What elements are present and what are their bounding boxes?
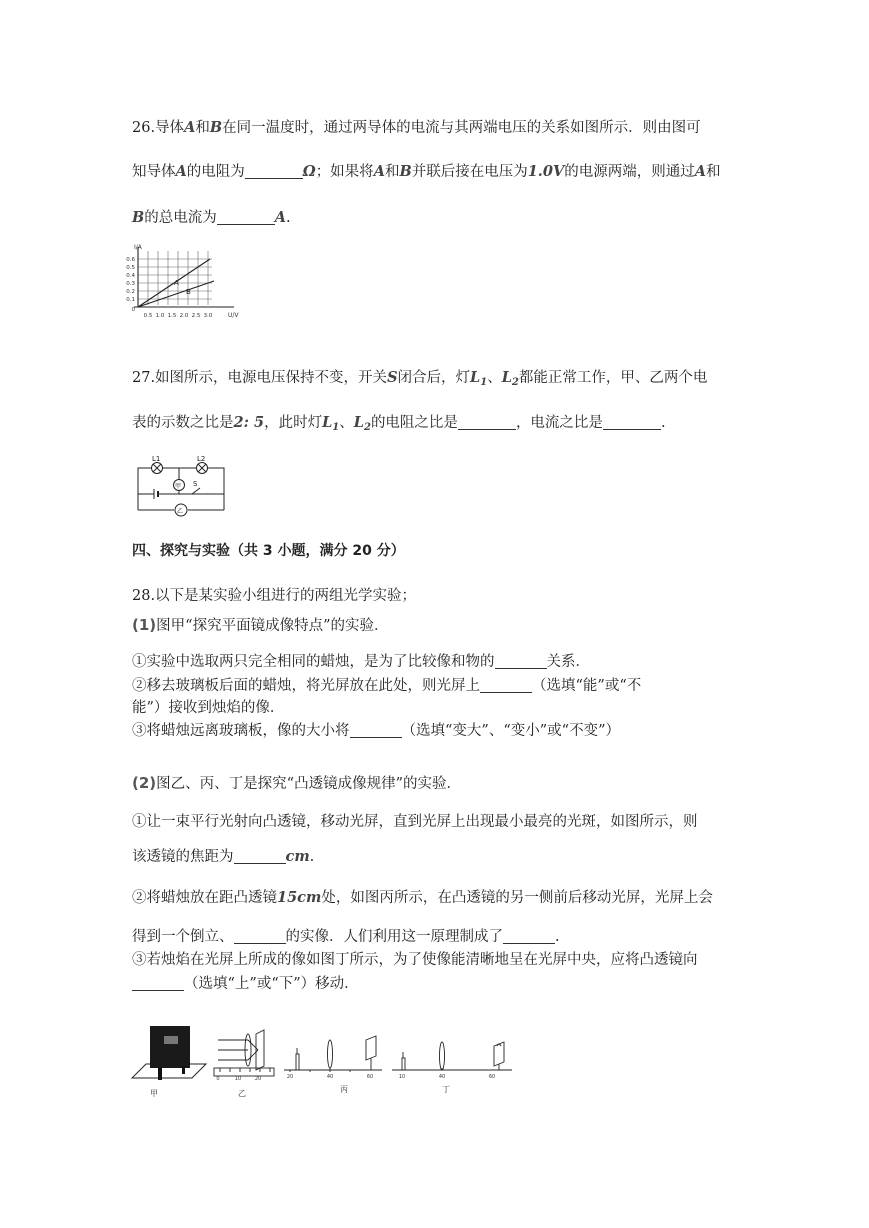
q28-s2: ②移去玻璃板后面的蜡烛，将光屏放在此处，则光屏上 （选填“能”或“不 xyxy=(132,678,642,694)
y-tick: 0.1 xyxy=(126,297,135,303)
ratio-value: 2: 5 xyxy=(233,414,265,431)
x-tick: 2.0 xyxy=(179,313,189,319)
ruler-tick: 0 xyxy=(216,1076,220,1082)
y-tick: 0.3 xyxy=(126,281,135,287)
ruler-tick: 60 xyxy=(488,1074,496,1080)
graph-y-label: I/A xyxy=(134,244,142,251)
symbol-s: S xyxy=(387,369,398,386)
lamp-l2-label: L2 xyxy=(197,455,206,463)
q28-s3: ③将蜡烛远离玻璃板，像的大小将 （选填“变大”、“变小”或“不变”） xyxy=(132,723,620,739)
part-number: (1) xyxy=(132,616,157,634)
y-tick: 0.2 xyxy=(126,289,135,295)
answer-blank xyxy=(350,723,402,739)
answer-blank xyxy=(234,849,286,865)
answer-blank xyxy=(234,929,286,945)
answer-blank xyxy=(245,164,303,180)
x-tick: 2.5 xyxy=(191,313,201,319)
q28-s1: ①实验中选取两只完全相同的蜡烛，是为了比较像和物的 关系． xyxy=(132,654,590,670)
ruler-tick: 10 xyxy=(234,1076,242,1082)
switch-label: S xyxy=(193,480,198,488)
answer-blank xyxy=(480,678,532,694)
distance-value: 15cm xyxy=(277,889,322,906)
ruler-tick: 60 xyxy=(366,1074,374,1080)
fig-label-bing: 丙 xyxy=(340,1085,348,1094)
iv-graph xyxy=(122,243,252,321)
q28-t1-cont: 该透镜的焦距为 cm. xyxy=(132,848,315,865)
answer-blank xyxy=(217,210,275,226)
line-a-label: A xyxy=(174,279,179,287)
answer-blank xyxy=(132,976,184,992)
x-tick: 1.5 xyxy=(167,313,177,319)
answer-blank xyxy=(603,415,661,431)
answer-blank xyxy=(503,929,555,945)
ruler-tick: 10 xyxy=(398,1074,406,1080)
meter-jia-label: 甲 xyxy=(175,483,182,490)
meter-yi-label: 乙 xyxy=(177,508,184,515)
q26-line-3: B的总电流为 A. xyxy=(132,209,291,226)
answer-blank xyxy=(495,654,547,670)
ruler-tick: 20 xyxy=(254,1076,262,1082)
x-tick: 1.0 xyxy=(155,313,165,319)
fig-label-yi: 乙 xyxy=(238,1089,246,1098)
figure-yi xyxy=(214,1030,274,1076)
circuit-diagram xyxy=(134,454,230,520)
q28-t3-cont: （选填“上”或“下”）移动． xyxy=(132,972,359,993)
q28-t2-cont: 得到一个倒立、 的实像．人们利用这一原理制成了 . xyxy=(132,929,560,945)
q26-line-1: 26.导体A和B在同一温度时，通过两导体的电流与其两端电压的关系如图所示．则由图可 xyxy=(132,119,701,136)
figure-bing xyxy=(284,1036,382,1072)
section-heading: 四、探究与实验（共 3 小题，满分 20 分） xyxy=(132,543,405,559)
figure-jia xyxy=(132,1026,206,1080)
q28-t3: ③若烛焰在光屏上所成的像如图丁所示，为了使像能清晰地呈在光屏中央，应将凸透镜向 xyxy=(132,952,698,968)
y-tick: 0 xyxy=(131,307,135,313)
q28-s2-cont: 能”）接收到烛焰的像． xyxy=(132,700,285,716)
voltage-value: 1.0V xyxy=(527,163,565,180)
y-tick: 0.4 xyxy=(126,273,135,279)
q28-t2: ②将蜡烛放在距凸透镜15cm处，如图丙所示，在凸透镜的另一侧前后移动光屏，光屏上会 xyxy=(132,889,713,906)
line-b-label: B xyxy=(186,288,191,296)
x-tick: 3.0 xyxy=(203,313,213,319)
fig-label-jia: 甲 xyxy=(150,1089,158,1098)
y-tick: 0.6 xyxy=(126,257,135,263)
q28-part-1: (1)图甲“探究平面镜成像特点”的实验． xyxy=(132,616,389,634)
q26-line-2: 知导体A的电阻为 Ω；如果将A和B并联后接在电压为1.0V的电源两端，则通过A和 xyxy=(132,163,721,180)
ruler-tick: 40 xyxy=(438,1074,446,1080)
x-tick: 0.5 xyxy=(143,313,153,319)
q27-line-1: 27.如图所示，电源电压保持不变，开关S闭合后，灯$L_1$、$L_2$都能正常工作，甲、乙两个电 xyxy=(132,369,708,388)
symbol-b: B xyxy=(209,119,223,136)
y-tick: 0.5 xyxy=(126,265,135,271)
q28-intro: 28.以下是某实验小组进行的两组光学实验； xyxy=(132,588,417,604)
ruler-tick: 40 xyxy=(326,1074,334,1080)
part-number: (2) xyxy=(132,774,157,792)
optics-figures xyxy=(130,1022,520,1098)
q28-t1: ①让一束平行光射向凸透镜，移动光屏，直到光屏上出现最小最亮的光斑，如图所示，则 xyxy=(132,814,698,830)
fig-label-ding: 丁 xyxy=(442,1085,450,1094)
lamp-l1-label: L1 xyxy=(152,455,161,463)
q28-part-2: (2)图乙、丙、丁是探究“凸透镜成像规律”的实验． xyxy=(132,774,461,792)
answer-blank xyxy=(458,415,516,431)
figure-ding xyxy=(392,1042,512,1070)
symbol-a: A xyxy=(184,119,196,136)
graph-x-label: U/V xyxy=(228,312,239,319)
ruler-tick: 20 xyxy=(286,1074,294,1080)
q27-line-2: 表的示数之比是2: 5，此时灯$L_1$、$L_2$的电阻之比是 ，电流之比是 . xyxy=(132,414,666,433)
